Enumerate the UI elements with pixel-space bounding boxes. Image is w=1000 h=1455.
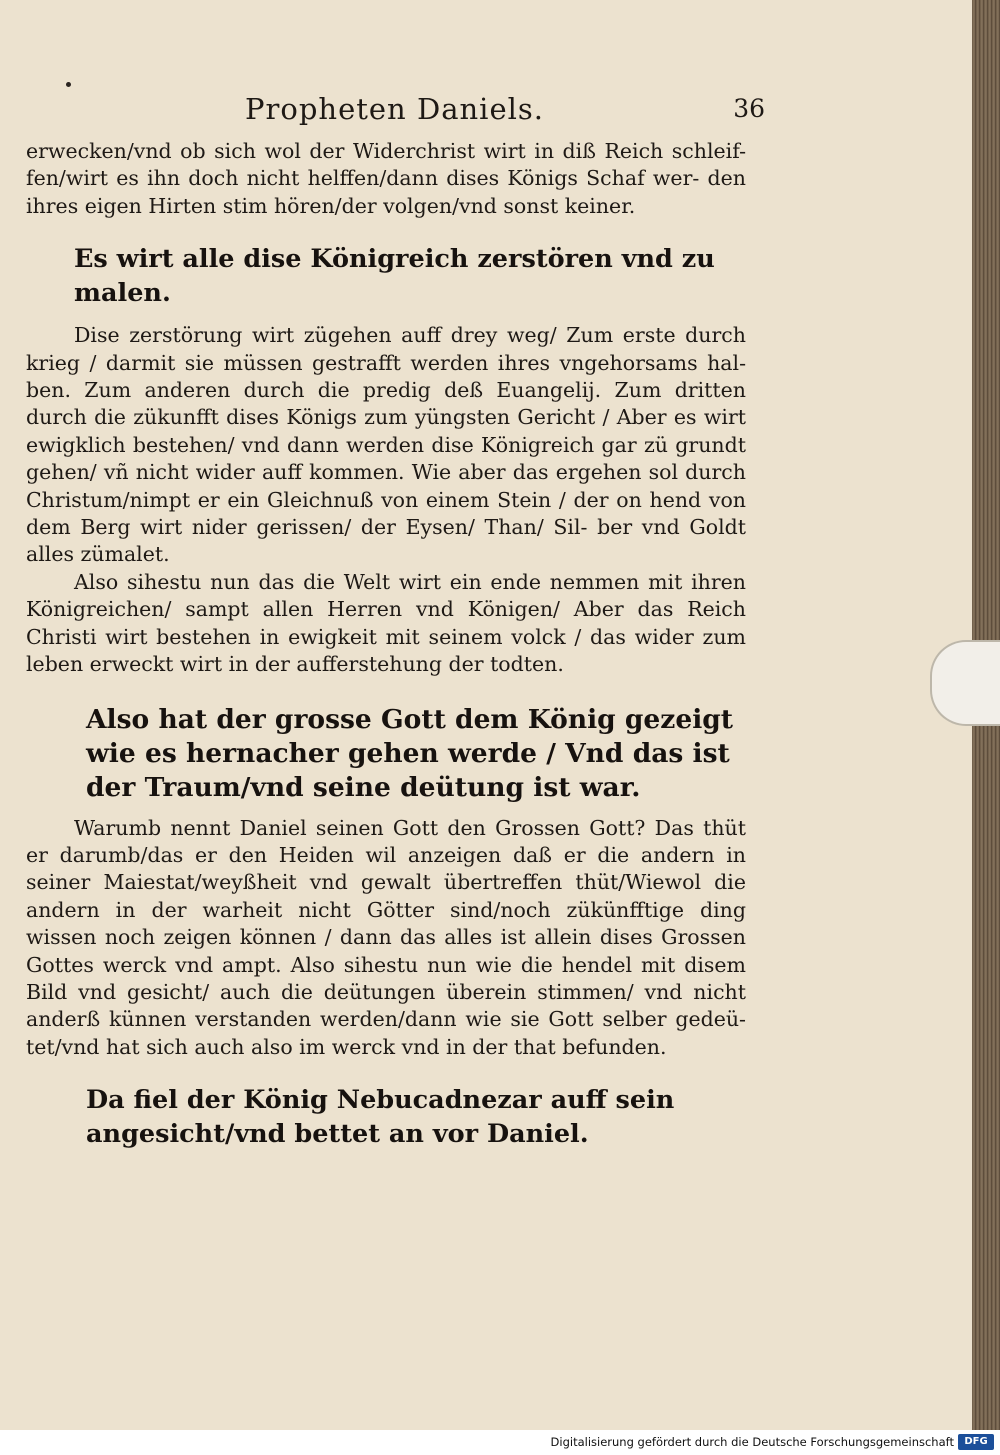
footer-bar	[0, 1430, 1000, 1455]
page-text	[26, 138, 746, 1151]
running-title: Propheten Daniels.	[245, 92, 544, 126]
paragraph-4: Warumb nennt Daniel seinen Gott den Grossen Gott? Das thüt er darumb/das er den Heiden wil anzeigen daß er die andern in seiner Maiestat/weyßheit vnd gewalt übertreffen thüt/Wiewol die andern in der warheit nicht Götter sind/noch zükünfftige ding wissen noch zeigen können / dann das alles ist allein dises Grossen Gottes werck vnd ampt. Also sihestu nun wie die hendel mit disem Bild vnd gesicht/ auch die deütungen überein stimmen/ vnd nicht anderß künnen verstanden werden/dann wie sie Gott selber gedeü- tet/vnd hat sich auch also im werck vnd in der that befunden.	[26, 815, 746, 1059]
dfg-logo: DFG	[958, 1434, 994, 1450]
heading-3: Da fiel der König Nebucadnezar auff sein angesicht/vnd bettet an vor Daniel.	[86, 1085, 675, 1150]
paragraph-3: Also sihestu nun das die Welt wirt ein ende nemmen mit ihren Königreichen/ sampt allen Herren vnd Königen/ Aber das Reich Christi wirt bestehen in ewigkeit mit seinem volck / das wider zum leben erweckt wirt in der aufferstehung der todten.	[26, 569, 746, 677]
page-number: 36	[733, 94, 765, 123]
paragraph-1: erwecken/vnd ob sich wol der Widerchrist wirt in diß Reich schleif- fen/wirt es ihn doch nicht helffen/dann dises Königs Schaf wer- den ihres eigen Hirten stim hören/der volgen/vnd sonst keiner.	[26, 139, 746, 218]
page-header	[245, 92, 765, 136]
heading-1: Es wirt alle dise Königreich zerstören vnd zu malen.	[74, 244, 715, 309]
page-clamp	[930, 640, 1000, 726]
heading-2: Also hat der grosse Gott dem König gezeigt wie es hernacher gehen werde / Vnd das ist der Traum/vnd seine deütung ist war.	[86, 703, 734, 803]
funding-credit: Digitalisierung gefördert durch die Deutsche Forschungsgemeinschaft	[550, 1435, 954, 1449]
paragraph-2: Dise zerstörung wirt zügehen auff drey weg/ Zum erste durch krieg / darmit sie müssen gestrafft werden ihres vngehorsams hal- ben. Zum anderen durch die predig deß Euangelij. Zum dritten durch die zükunfft dises Königs zum yüngsten Gericht / Aber es wirt ewigklich bestehen/ vnd dann werden dise Königreich gar zü grundt gehen/ vñ nicht wider auff kommen. Wie aber das ergehen sol durch Christum/nimpt er ein Gleichnuß von einem Stein / der on hend von dem Berg wirt nider gerissen/ der Eysen/ Than/ Sil- ber vnd Goldt alles zümalet.	[26, 323, 746, 567]
ink-mark	[66, 82, 71, 87]
